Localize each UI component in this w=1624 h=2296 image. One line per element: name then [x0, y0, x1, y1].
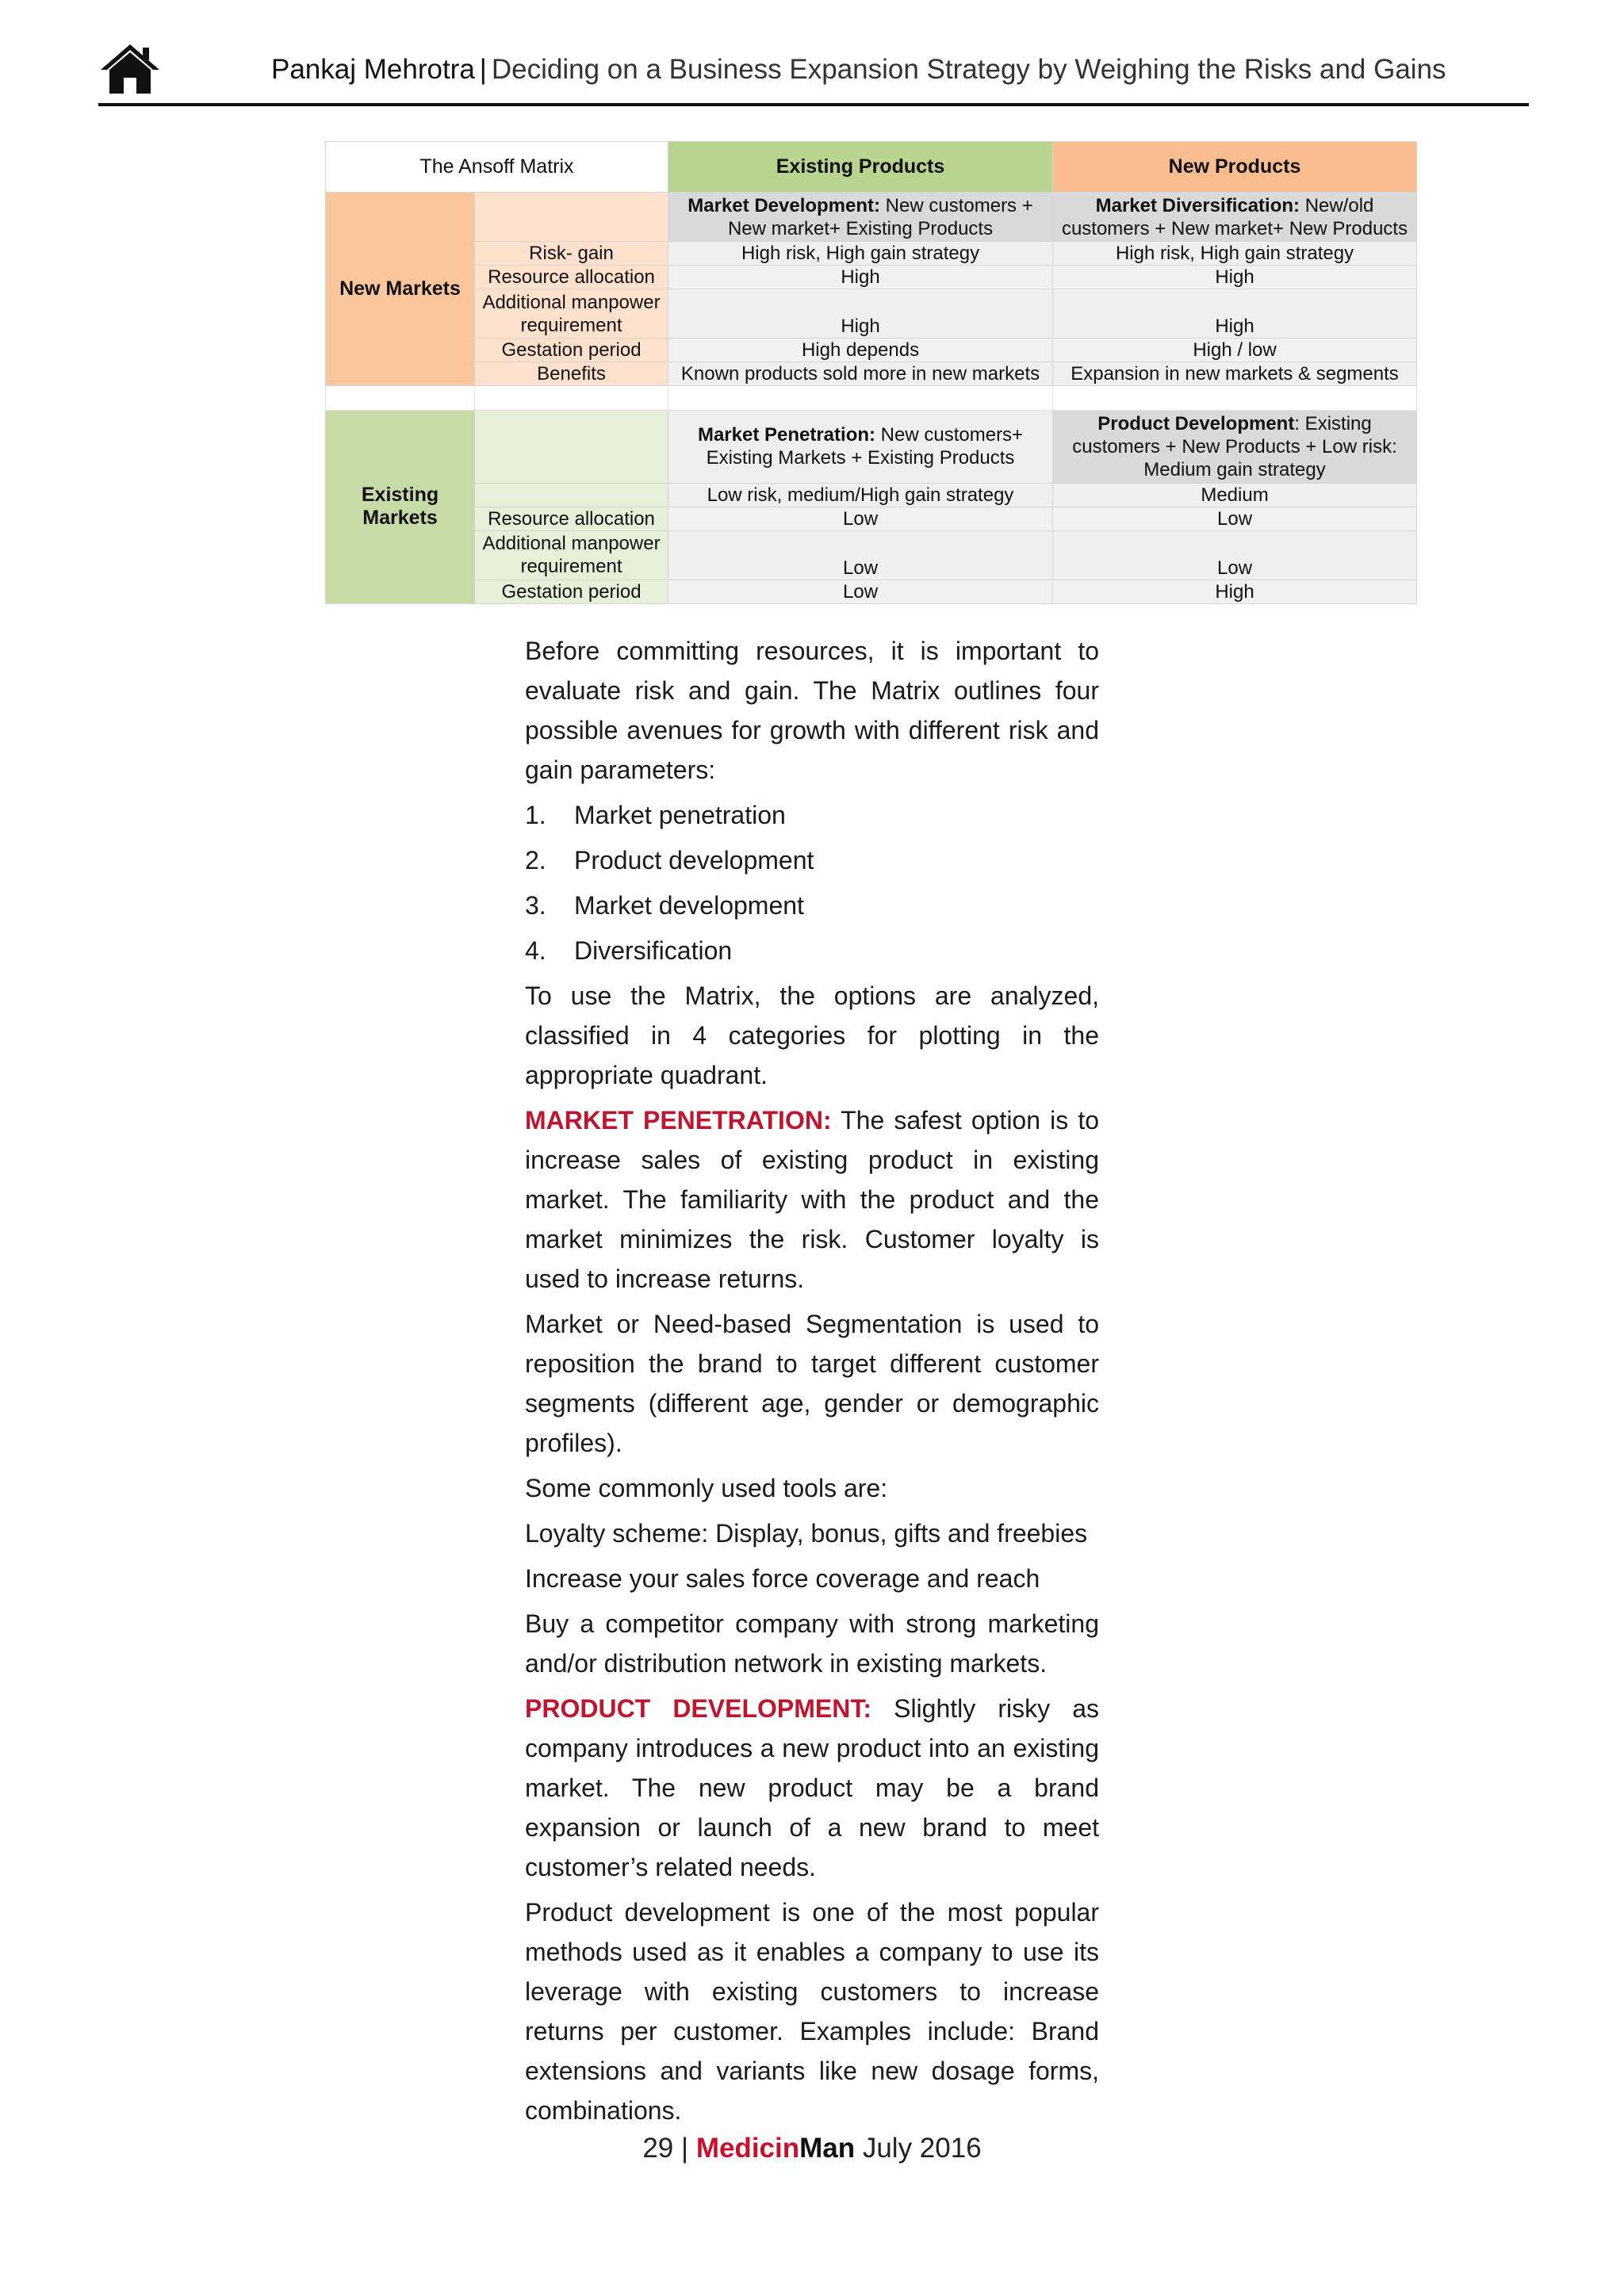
- market-penetration-keyword: MARKET PENETRATION:: [525, 1106, 832, 1135]
- row-header-new-markets: New Markets: [326, 193, 475, 386]
- product-development-text: : Existing customers + New Products + Low risk: Medium gain strategy: [1072, 412, 1397, 480]
- table-cell: Low: [1053, 530, 1417, 580]
- product-development-cell: [1053, 410, 1417, 483]
- table-cell: Low: [1053, 507, 1417, 530]
- product-development-paragraph: [525, 1689, 1099, 1887]
- paragraph: Product development is one of the most popular methods used as it enables a company to use its leverage with existing customers to increase returns per customer. Examples include: Brand extensions and variants like new dosage forms, combinations.: [525, 1898, 1099, 2125]
- magazine-brand: [696, 2133, 855, 2164]
- list-text: Market development: [574, 891, 804, 920]
- product-development-keyword: PRODUCT DEVELOPMENT:: [525, 1694, 871, 1723]
- row-label: Additional manpower requirement: [475, 289, 668, 339]
- header-author: Pankaj Mehrotra: [271, 54, 475, 85]
- home-icon[interactable]: [98, 41, 162, 95]
- list-number: 3.: [525, 891, 546, 920]
- row-label: Resource allocation: [475, 266, 668, 289]
- paragraph: Market or Need-based Segmentation is used to reposition the brand to target different customer segments (different age, gender or demographic profiles).: [525, 1310, 1099, 1457]
- table-cell: High / low: [1053, 339, 1417, 362]
- list-text: Diversification: [574, 936, 733, 965]
- table-cell: Known products sold more in new markets: [668, 362, 1053, 386]
- table-cell: Low: [668, 580, 1053, 603]
- page-header: [98, 38, 1529, 106]
- list-text: Market penetration: [574, 801, 786, 829]
- spacer-cell: [668, 386, 1053, 410]
- table-cell: Low: [668, 507, 1053, 530]
- table-cell: High: [1053, 580, 1417, 603]
- row-header-existing-markets: Existing Markets: [326, 410, 475, 603]
- article-body: [525, 631, 1099, 2136]
- paragraph: Increase your sales force coverage and reach: [525, 1564, 1040, 1593]
- list-number: 1.: [525, 801, 546, 829]
- paragraph: Loyalty scheme: Display, bonus, gifts and freebies: [525, 1519, 1088, 1548]
- paragraph: Some commonly used tools are:: [525, 1474, 888, 1502]
- row-label: Additional manpower requirement: [475, 530, 668, 580]
- spacer-cell: [326, 386, 475, 410]
- list-item: [525, 795, 1099, 835]
- paragraph: To use the Matrix, the options are analyzed, classified in 4 categories for plotting in the appropriate quadrant.: [525, 982, 1099, 1089]
- market-development-cell: [668, 193, 1053, 242]
- issue-date: July 2016: [862, 2133, 982, 2164]
- table-cell: Expansion in new markets & segments: [1053, 362, 1417, 386]
- spacer-cell: [1053, 386, 1417, 410]
- market-development-text: New customers + New market+ Existing Products: [727, 194, 1033, 239]
- paragraph-text: Slightly risky as company introduces a new product into an existing market. The new product may be a brand expansion or launch of a new brand to meet customer’s related needs.: [525, 1694, 1099, 1881]
- header-separator: |: [479, 54, 487, 85]
- list-item: [525, 931, 1099, 970]
- market-diversification-cell: [1053, 193, 1417, 242]
- paragraph-text: The safest option is to increase sales of existing product in existing market. The familiarity with the product and the market minimizes the risk. Customer loyalty is used to increase returns.: [525, 1106, 1100, 1293]
- table-cell: High risk, High gain strategy: [1053, 242, 1417, 266]
- row-label: Gestation period: [475, 339, 668, 362]
- market-development-heading: Market Development:: [688, 194, 881, 216]
- paragraph: Before committing resources, it is important to evaluate risk and gain. The Matrix outlines four possible avenues for growth with different risk and gain parameters:: [525, 637, 1099, 784]
- col-header-new-products: New Products: [1053, 142, 1417, 193]
- page-footer: [0, 2133, 1624, 2164]
- table-cell: High: [668, 266, 1053, 289]
- footer-separator: |: [680, 2133, 689, 2164]
- col-header-existing-products: Existing Products: [668, 142, 1053, 193]
- table-cell: High: [1053, 289, 1417, 339]
- page-number: 29: [642, 2133, 674, 2164]
- row-label: Gestation period: [475, 580, 668, 603]
- row-label: [475, 483, 668, 507]
- matrix-title: The Ansoff Matrix: [326, 142, 668, 193]
- table-cell: High: [668, 289, 1053, 339]
- table-cell: High: [1053, 266, 1417, 289]
- market-diversification-text: New/old customers + New market+ New Products: [1061, 194, 1408, 239]
- list-item: [525, 886, 1099, 925]
- market-penetration-text: New customers+ Existing Markets + Existing Products: [706, 424, 1024, 469]
- running-header: [271, 54, 1446, 86]
- brand-part-2: Man: [799, 2133, 856, 2164]
- table-cell: Medium: [1053, 483, 1417, 507]
- table-cell: Low risk, medium/High gain strategy: [668, 483, 1053, 507]
- brand-part-1: Medicin: [695, 2133, 800, 2164]
- list-text: Product development: [574, 846, 814, 874]
- paragraph: Buy a competitor company with strong marketing and/or distribution network in existing markets.: [525, 1609, 1099, 1678]
- table-cell: High depends: [668, 339, 1053, 362]
- market-penetration-paragraph: [525, 1100, 1099, 1299]
- row-label: Resource allocation: [475, 507, 668, 530]
- list-item: [525, 840, 1099, 880]
- row-label: Risk- gain: [475, 242, 668, 266]
- header-title: Deciding on a Business Expansion Strategy by Weighing the Risks and Gains: [491, 54, 1446, 85]
- row-label: [475, 193, 668, 242]
- market-penetration-heading: Market Penetration:: [697, 424, 876, 446]
- spacer-cell: [475, 386, 668, 410]
- list-number: 2.: [525, 846, 546, 874]
- row-label: Benefits: [475, 362, 668, 386]
- table-cell: High risk, High gain strategy: [668, 242, 1053, 266]
- product-development-heading: Product Development: [1097, 412, 1295, 434]
- market-diversification-heading: Market Diversification:: [1095, 194, 1300, 216]
- market-penetration-cell: [668, 410, 1053, 483]
- table-cell: Low: [668, 530, 1053, 580]
- growth-avenues-list: [525, 795, 1099, 970]
- row-label: [475, 410, 668, 483]
- ansoff-matrix-table: [325, 141, 1417, 604]
- list-number: 4.: [525, 936, 546, 965]
